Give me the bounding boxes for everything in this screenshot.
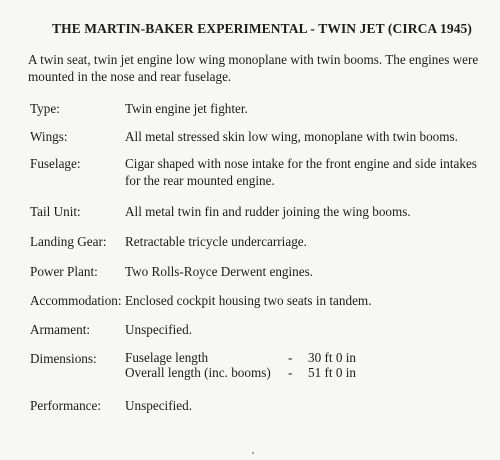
spec-label: Landing Gear: [30,234,107,249]
spec-value: Retractable tricycle undercarriage. [125,234,307,249]
dimension-name: Overall length (inc. booms) [125,365,271,380]
dimension-name: Fuselage length [125,350,209,365]
spec-label: Type: [30,101,60,116]
spec-value: Enclosed cockpit housing two seats in tandem. [125,293,372,308]
dimensions-list [125,350,485,380]
dimension-value: 51 ft 0 in [308,365,356,380]
spec-label: Dimensions: [30,351,97,366]
spec-label: Wings: [30,129,68,144]
spec-value: Unspecified. [125,398,193,413]
spec-value: Unspecified. [125,322,193,337]
spec-label: Accommodation: [30,293,122,308]
spec-value: All metal twin fin and rudder joining the wing booms. [125,204,411,219]
scan-speck [252,452,254,454]
dimension-item [125,350,485,365]
spec-label: Fuselage: [30,156,81,171]
spec-value: All metal stressed skin low wing, monoplane with twin booms. [125,129,458,144]
spec-value: Cigar shaped with nose intake for the front engine and side intakes for the rear mounted engine. [125,156,477,188]
spec-label: Armament: [30,322,91,337]
spec-label: Tail Unit: [30,204,81,219]
intro-paragraph: A twin seat, twin jet engine low wing monoplane with twin booms. The engines were mounted in the nose and rear fuselage. [28,52,479,84]
spec-label: Performance: [30,398,102,413]
spec-value: Twin engine jet fighter. [125,101,248,116]
document-title: THE MARTIN-BAKER EXPERIMENTAL - TWIN JET (CIRCA 1945) [52,21,472,36]
dimension-dash: - [288,350,293,365]
dimension-item [125,365,485,380]
spec-value: Two Rolls-Royce Derwent engines. [125,264,314,279]
dimension-value: 30 ft 0 in [308,350,356,365]
dimension-dash: - [288,365,293,380]
spec-label: Power Plant: [30,264,98,279]
